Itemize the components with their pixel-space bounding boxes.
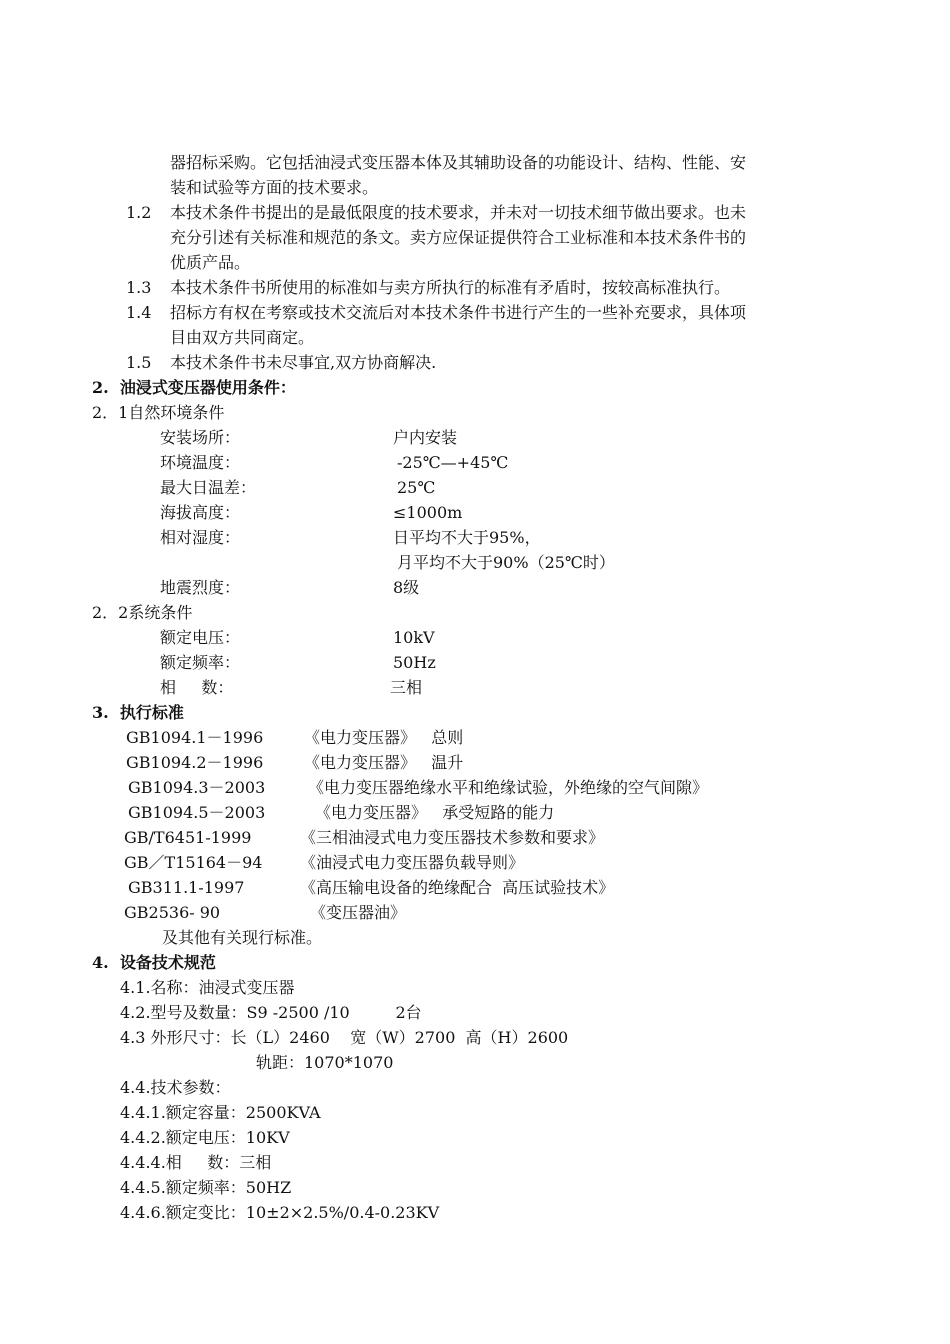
env-value: 8级 [393,578,420,597]
clause-1-4-line-2: 目由双方共同商定。 [170,328,315,347]
spec-line: 4.3 外形尺寸：长（L）2460 宽（W）2700 高（H）2600 [120,1028,569,1047]
standard-title: 《三相油浸式电力变压器技术参数和要求》 [300,828,605,847]
standard-title: 《电力变压器绝缘水平和绝缘试验，外绝缘的空气间隙》 [308,778,709,797]
env-label: 地震烈度： [160,578,241,597]
other-standards-note: 及其他有关现行标准。 [162,928,323,947]
spec-line: 4.4.6.额定变比：10±2×2.5%/0.4-0.23KV [120,1203,440,1222]
section-2-2-heading: 2．2系统条件 [92,603,193,622]
clause-1-4-number: 1.4 [126,303,152,322]
clause-1-5-number: 1.5 [126,353,152,372]
sys-value: 10kV [393,628,435,647]
standard-title: 《油浸式电力变压器负载导则》 [300,853,525,872]
env-value: 户内安装 [393,428,458,447]
standard-title: 《高压输电设备的绝缘配合 高压试验技术》 [300,878,615,897]
section-2-heading: 2. 油浸式变压器使用条件： [92,378,296,397]
standard-code: GB1094.1－1996 [126,728,264,747]
env-label: 安装场所： [160,428,241,447]
env-value: 月平均不大于90%（25℃时） [397,553,615,572]
spec-line: 4.2.型号及数量：S9 -2500 /10 2台 [120,1003,422,1022]
spec-line: 轨距：1070*1070 [256,1053,394,1072]
standard-code: GB／T15164－94 [124,853,263,872]
env-label: 相对湿度： [160,528,241,547]
env-label: 最大日温差： [160,478,257,497]
section-3-heading: 3. 执行标准 [92,703,184,722]
spec-line: 4.4.5.额定频率：50HZ [120,1178,292,1197]
standard-title: 《电力变压器》 温升 [304,753,464,772]
standard-code: GB/T6451-1999 [124,828,252,847]
spec-line: 4.4.4.相 数：三相 [120,1153,272,1172]
sys-label: 相 数： [160,678,234,697]
standard-code: GB1094.2－1996 [126,753,264,772]
clause-1-3-line-1: 本技术条件书所使用的标准如与卖方所执行的标准有矛盾时，按较高标准执行。 [170,278,731,297]
intro-line-2: 装和试验等方面的技术要求。 [170,178,379,197]
sys-value: 50Hz [393,653,436,672]
env-value: 25℃ [397,478,436,497]
section-4-heading: 4. 设备技术规范 [92,953,216,972]
spec-line: 4.1.名称：油浸式变压器 [120,978,295,997]
clause-1-4-line-1: 招标方有权在考察或技术交流后对本技术条件书进行产生的一些补充要求，具体项 [170,303,747,322]
sys-value: 三相 [390,678,423,697]
standard-title: 《电力变压器》 总则 [304,728,464,747]
intro-line-1: 器招标采购。它包括油浸式变压器本体及其辅助设备的功能设计、结构、性能、安 [170,153,747,172]
env-value: ≤1000m [393,503,463,522]
clause-1-2-line-2: 充分引述有关标准和规范的条文。卖方应保证提供符合工业标准和本技术条件书的 [170,228,747,247]
env-value: 日平均不大于95%， [393,528,541,547]
sys-label: 额定电压： [160,628,241,647]
spec-line: 4.4.1.额定容量：2500KVA [120,1103,321,1122]
standard-title: 《电力变压器》 承受短路的能力 [315,803,555,822]
clause-1-2-number: 1.2 [126,203,152,222]
sys-label: 额定频率： [160,653,241,672]
clause-1-2-line-3: 优质产品。 [170,253,251,272]
standard-code: GB1094.3－2003 [128,778,266,797]
standard-code: GB1094.5－2003 [128,803,266,822]
section-2-1-heading: 2．1自然环境条件 [92,403,225,422]
env-label: 环境温度： [160,453,241,472]
clause-1-3-number: 1.3 [126,278,152,297]
env-value: -25℃—+45℃ [397,453,509,472]
clause-1-5-line-1: 本技术条件书未尽事宜,双方协商解决. [170,353,437,372]
standard-code: GB311.1-1997 [128,878,245,897]
env-label: 海拔高度： [160,503,241,522]
spec-line: 4.4.技术参数： [120,1078,231,1097]
standard-title: 《变压器油》 [310,903,407,922]
standard-code: GB2536- 90 [124,903,221,922]
clause-1-2-line-1: 本技术条件书提出的是最低限度的技术要求，并未对一切技术细节做出要求。也未 [170,203,747,222]
spec-line: 4.4.2.额定电压：10KV [120,1128,290,1147]
